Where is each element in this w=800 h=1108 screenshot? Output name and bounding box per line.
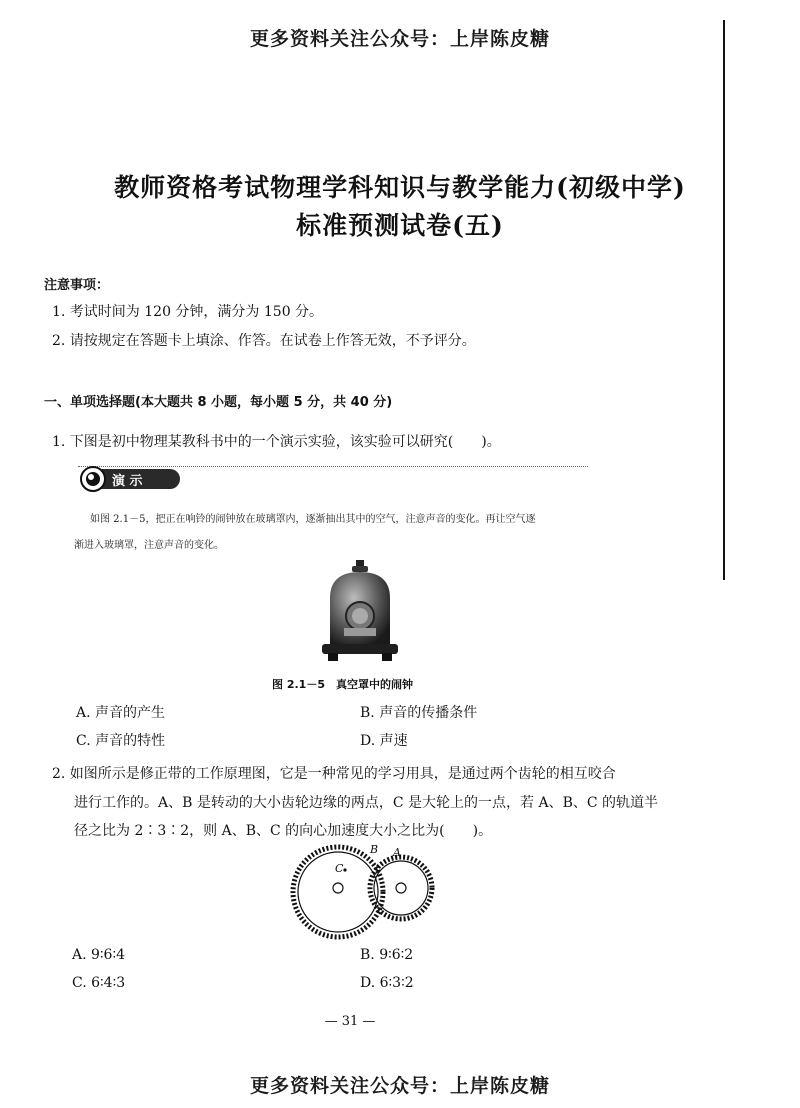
- bell-jar-image: [310, 558, 410, 664]
- q2-option-d: D. 6∶3∶2: [360, 975, 414, 991]
- q1-option-d: D. 声速: [360, 733, 408, 749]
- gear-label-c: C: [335, 862, 344, 875]
- figure-caption: 图 2.1－5 真空罩中的闹钟: [272, 678, 413, 691]
- question-2-stem-line2: 进行工作的。A、B 是转动的大小齿轮边缘的两点，C 是大轮上的一点，若 A、B、C 的轨道半: [74, 795, 659, 811]
- notice-item-2: 2. 请按规定在答题卡上填涂、作答。在试卷上作答无效，不予评分。: [52, 333, 476, 349]
- footer-banner: 更多资料关注公众号：上岸陈皮糖: [249, 1075, 550, 1097]
- q1-option-a: A. 声音的产生: [76, 705, 166, 721]
- section-heading: 一、单项选择题(本大题共 8 小题，每小题 5 分，共 40 分): [44, 395, 393, 410]
- question-1-stem: 1. 下图是初中物理某教科书中的一个演示实验，该实验可以研究( )。: [52, 434, 501, 450]
- header-banner: 更多资料关注公众号：上岸陈皮糖: [249, 28, 550, 50]
- gear-label-a: A: [393, 846, 401, 859]
- demo-label: 演 示: [112, 474, 143, 489]
- demo-text-line1: 如图 2.1－5，把正在响铃的闹钟放在玻璃罩内，逐渐抽出其中的空气，注意声音的变化。再让空气逐: [90, 514, 536, 525]
- notice-item-1: 1. 考试时间为 120 分钟，满分为 150 分。: [52, 304, 324, 320]
- exam-title-line1: 教师资格考试物理学科知识与教学能力(初级中学): [114, 173, 686, 202]
- demo-text-line2: 渐进入玻璃罩，注意声音的变化。: [74, 540, 224, 551]
- question-2-stem-line1: 2. 如图所示是修正带的工作原理图，它是一种常见的学习用具，是通过两个齿轮的相互咬合: [52, 766, 616, 782]
- q1-option-b: B. 声音的传播条件: [360, 705, 478, 721]
- q2-option-a: A. 9∶6∶4: [72, 947, 126, 963]
- q2-option-c: C. 6∶4∶3: [72, 975, 126, 991]
- margin-rule: [723, 20, 725, 580]
- notice-heading: 注意事项：: [44, 278, 110, 293]
- gear-diagram: [286, 840, 442, 944]
- q1-option-c: C. 声音的特性: [76, 733, 166, 749]
- question-2-stem-line3: 径之比为 2∶3∶2，则 A、B、C 的向心加速度大小之比为( )。: [74, 823, 493, 839]
- page-number: — 31 —: [324, 1014, 376, 1029]
- q2-option-b: B. 9∶6∶2: [360, 947, 414, 963]
- gear-label-b: B: [370, 843, 379, 856]
- exam-title-line2: 标准预测试卷(五): [296, 211, 504, 240]
- demo-badge: [80, 466, 182, 492]
